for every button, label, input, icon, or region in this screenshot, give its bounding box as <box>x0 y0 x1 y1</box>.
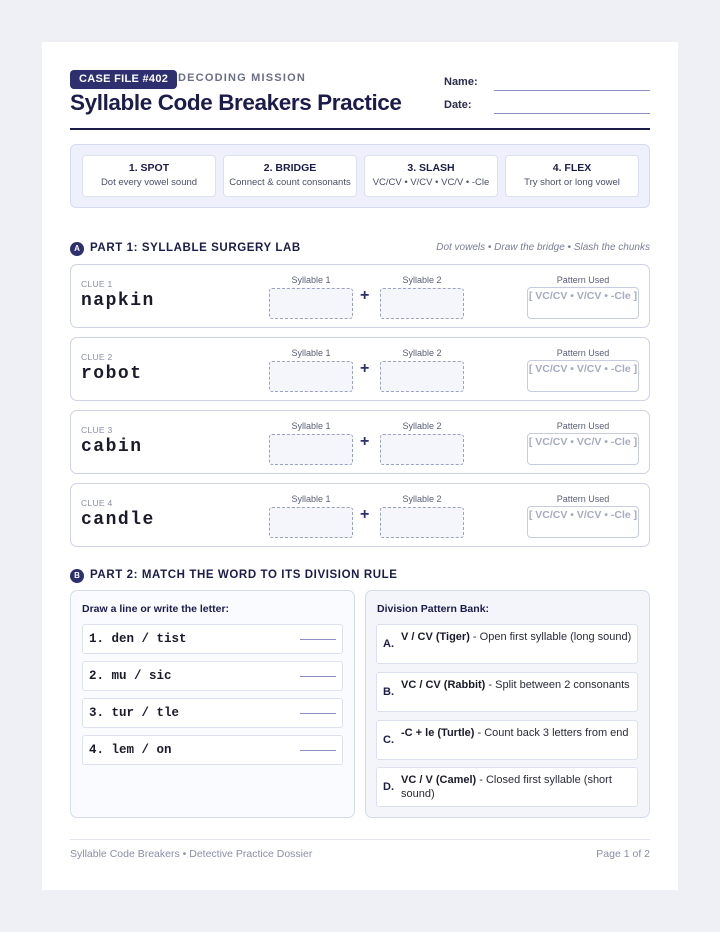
part1-hint: Dot vowels • Draw the bridge • Slash the chunks <box>436 242 650 253</box>
syllable-2-box[interactable] <box>380 434 464 465</box>
syllable-2-label: Syllable 2 <box>402 494 442 504</box>
clue-word: robot <box>81 364 143 384</box>
match-word: 3. tur / tle <box>89 706 180 720</box>
pattern-label: Pattern Used <box>556 494 610 504</box>
rule-name: -C + le (Turtle) <box>401 727 475 739</box>
header-divider <box>70 128 650 130</box>
syllable-1-label: Syllable 1 <box>291 494 331 504</box>
answer-line[interactable] <box>300 713 336 714</box>
steps-panel <box>70 144 650 208</box>
rule-name: VC / V (Camel) <box>401 774 477 786</box>
match-word-row <box>82 698 343 728</box>
step-card <box>505 155 639 197</box>
plus-sign: + <box>360 360 370 377</box>
clue-word: candle <box>81 510 155 530</box>
rule-desc: - Open first syllable (long sound) <box>469 631 632 643</box>
clue-number: CLUE 3 <box>81 425 113 435</box>
plus-sign: + <box>360 287 370 304</box>
step-title: 2. BRIDGE <box>263 162 317 174</box>
syllable-1-label: Syllable 1 <box>291 421 331 431</box>
match-word-row <box>82 735 343 765</box>
case-file-badge: CASE FILE #402 <box>70 70 177 89</box>
answer-line[interactable] <box>300 676 336 677</box>
section-a-badge: A <box>70 242 84 256</box>
footer-title: Syllable Code Breakers • Detective Practice Dossier <box>70 848 313 860</box>
mission-label: DECODING MISSION <box>178 72 306 84</box>
syllable-1-box[interactable] <box>269 507 353 538</box>
part1-title: PART 1: SYLLABLE SURGERY LAB <box>90 242 301 254</box>
clue-number: CLUE 4 <box>81 498 113 508</box>
syllable-1-box[interactable] <box>269 434 353 465</box>
pattern-bank-panel <box>365 590 650 818</box>
step-card <box>82 155 216 197</box>
rule-desc: - Closed first syllable (short sound) <box>401 774 612 800</box>
match-instructions: Draw a line or write the letter: <box>82 603 230 615</box>
match-words-panel <box>70 590 355 818</box>
step-desc: Dot every vowel sound <box>100 177 198 188</box>
rule-desc: - Split between 2 consonants <box>485 679 630 691</box>
part2-title: PART 2: MATCH THE WORD TO ITS DIVISION RULE <box>90 569 398 581</box>
step-desc: VC/CV • V/CV • VC/V • -Cle <box>372 177 490 188</box>
rule-letter: C. <box>383 734 394 746</box>
clue-card <box>70 483 650 547</box>
syllable-1-box[interactable] <box>269 288 353 319</box>
date-label: Date: <box>444 99 472 111</box>
answer-line[interactable] <box>300 639 336 640</box>
syllable-1-label: Syllable 1 <box>291 275 331 285</box>
worksheet-page <box>42 42 678 890</box>
date-field[interactable] <box>494 113 650 114</box>
rule-name: V / CV (Tiger) <box>401 631 470 643</box>
clue-card <box>70 264 650 328</box>
step-card <box>223 155 357 197</box>
pattern-choice[interactable]: [ VC/CV • V/CV • -Cle ] <box>527 360 639 392</box>
rule-text <box>401 726 633 740</box>
step-desc: Try short or long vowel <box>524 177 620 188</box>
step-title: 1. SPOT <box>128 162 170 174</box>
name-field[interactable] <box>494 90 650 91</box>
match-word-row <box>82 624 343 654</box>
step-title: 4. FLEX <box>552 162 592 174</box>
clue-number: CLUE 2 <box>81 352 113 362</box>
syllable-2-label: Syllable 2 <box>402 348 442 358</box>
pattern-rule <box>376 672 638 712</box>
syllable-2-box[interactable] <box>380 288 464 319</box>
syllable-1-label: Syllable 1 <box>291 348 331 358</box>
pattern-label: Pattern Used <box>556 421 610 431</box>
step-card <box>364 155 498 197</box>
match-word-row <box>82 661 343 691</box>
rule-text <box>401 773 633 801</box>
pattern-label: Pattern Used <box>556 275 610 285</box>
clue-card <box>70 337 650 401</box>
name-label: Name: <box>444 76 478 88</box>
syllable-2-box[interactable] <box>380 361 464 392</box>
rule-desc: - Count back 3 letters from end <box>474 727 629 739</box>
step-title: 3. SLASH <box>407 162 455 174</box>
clue-card <box>70 410 650 474</box>
page-title: Syllable Code Breakers Practice <box>70 90 402 115</box>
pattern-rule <box>376 720 638 760</box>
step-desc: Connect & count consonants <box>229 177 351 188</box>
clue-word: napkin <box>81 291 155 311</box>
rule-text <box>401 630 633 644</box>
pattern-choice[interactable]: [ VC/CV • VC/V • -Cle ] <box>527 433 639 465</box>
pattern-rule <box>376 624 638 664</box>
rule-letter: A. <box>383 638 394 650</box>
plus-sign: + <box>360 433 370 450</box>
match-word: 2. mu / sic <box>89 669 172 683</box>
syllable-2-label: Syllable 2 <box>402 421 442 431</box>
rule-text <box>401 678 633 692</box>
section-b-badge: B <box>70 569 84 583</box>
clue-word: cabin <box>81 437 143 457</box>
pattern-rule <box>376 767 638 807</box>
rule-letter: B. <box>383 686 394 698</box>
pattern-choice[interactable]: [ VC/CV • V/CV • -Cle ] <box>527 287 639 319</box>
plus-sign: + <box>360 506 370 523</box>
rule-letter: D. <box>383 781 394 793</box>
answer-line[interactable] <box>300 750 336 751</box>
syllable-2-box[interactable] <box>380 507 464 538</box>
syllable-2-label: Syllable 2 <box>402 275 442 285</box>
pattern-label: Pattern Used <box>556 348 610 358</box>
date-row <box>444 95 650 115</box>
rule-name: VC / CV (Rabbit) <box>401 679 486 691</box>
syllable-1-box[interactable] <box>269 361 353 392</box>
match-word: 4. lem / on <box>89 743 172 757</box>
name-row <box>444 72 650 92</box>
pattern-bank-heading: Division Pattern Bank: <box>377 603 490 615</box>
pattern-choice[interactable]: [ VC/CV • V/CV • -Cle ] <box>527 506 639 538</box>
clue-number: CLUE 1 <box>81 279 113 289</box>
match-word: 1. den / tist <box>89 632 187 646</box>
footer-divider <box>70 839 650 840</box>
page-number: Page 1 of 2 <box>596 848 650 860</box>
